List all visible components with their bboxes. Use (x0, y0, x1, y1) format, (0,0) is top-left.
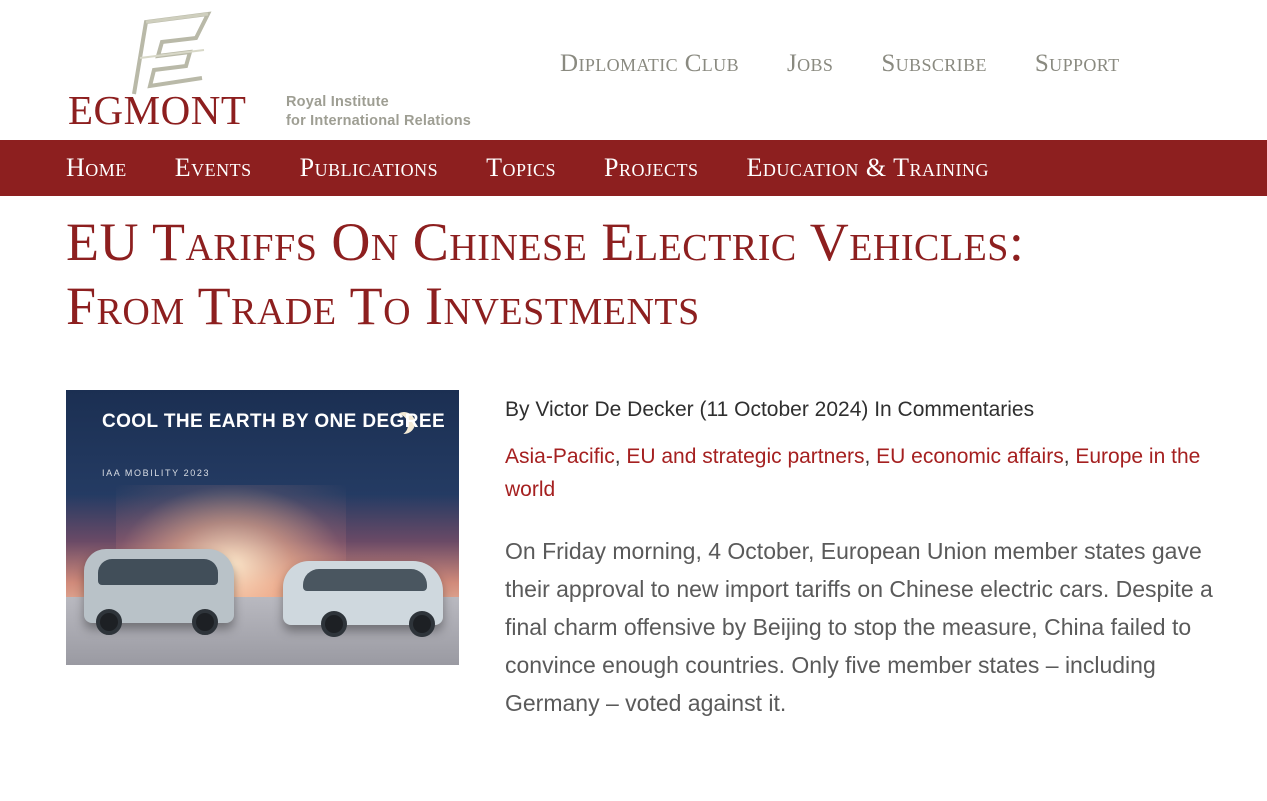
nav-item-education-training[interactable]: Education & Training (746, 153, 990, 182)
logo-subtitle-line1: Royal Institute (286, 94, 389, 110)
wheel-shape (321, 611, 347, 637)
page-title: EU Tariffs On Chinese Electric Vehicles: From Trade To Investments (66, 212, 1025, 336)
nav-item-events[interactable]: Events (174, 153, 252, 182)
tag-europe-in-the-world[interactable]: Europe in the world (505, 445, 1201, 501)
article-lede: On Friday morning, 4 October, European Union member states gave their approval to new import tariffs on Chinese electric cars. Despite a final charm offensive by Beijing to stop the measure, China failed to convince enough countries. Only five member states – including Germany – voted against it. (505, 538, 1213, 716)
tag-eu-and-strategic-partners[interactable]: EU and strategic partners (626, 445, 865, 468)
util-nav-item-jobs[interactable]: Jobs (786, 50, 834, 77)
nav-item-topics[interactable]: Topics (486, 153, 557, 182)
tag-eu-economic-affairs[interactable]: EU economic affairs (876, 445, 1064, 468)
tag-list (505, 440, 1205, 506)
tag-separator: , (864, 445, 877, 468)
image-headline-text: COOL THE EARTH BY ONE DEGREE (102, 411, 446, 432)
logo-subtitle-line2: for International Relations (286, 113, 472, 129)
site-logo[interactable] (68, 8, 528, 133)
site-header (0, 0, 1267, 140)
util-nav-item-subscribe[interactable]: Subscribe (881, 50, 987, 77)
primary-nav (0, 140, 1267, 196)
tag-asia-pacific[interactable]: Asia-Pacific (505, 445, 615, 468)
util-nav-item-support[interactable]: Support (1034, 50, 1120, 77)
wheel-shape (409, 611, 435, 637)
nav-item-projects[interactable]: Projects (604, 153, 699, 182)
byline: By Victor De Decker (11 October 2024) In Commentaries (505, 398, 1035, 421)
util-nav-item-diplomatic-club[interactable]: Diplomatic Club (560, 50, 739, 77)
tag-separator: , (614, 445, 627, 468)
nav-item-publications[interactable]: Publications (299, 153, 439, 182)
wheel-shape (192, 609, 218, 635)
article (0, 210, 1267, 745)
article-hero-image (66, 390, 459, 665)
logo-subtitle (286, 93, 471, 131)
logo-wordmark: EGMONT (68, 87, 247, 133)
utility-nav (560, 50, 1120, 78)
tag-separator: , (1063, 445, 1076, 468)
wheel-shape (96, 609, 122, 635)
nav-item-home[interactable]: Home (66, 153, 127, 182)
article-meta-column (505, 390, 1267, 745)
image-sublabel-text: IAA MOBILITY 2023 (102, 468, 211, 478)
article-body (66, 390, 1267, 745)
